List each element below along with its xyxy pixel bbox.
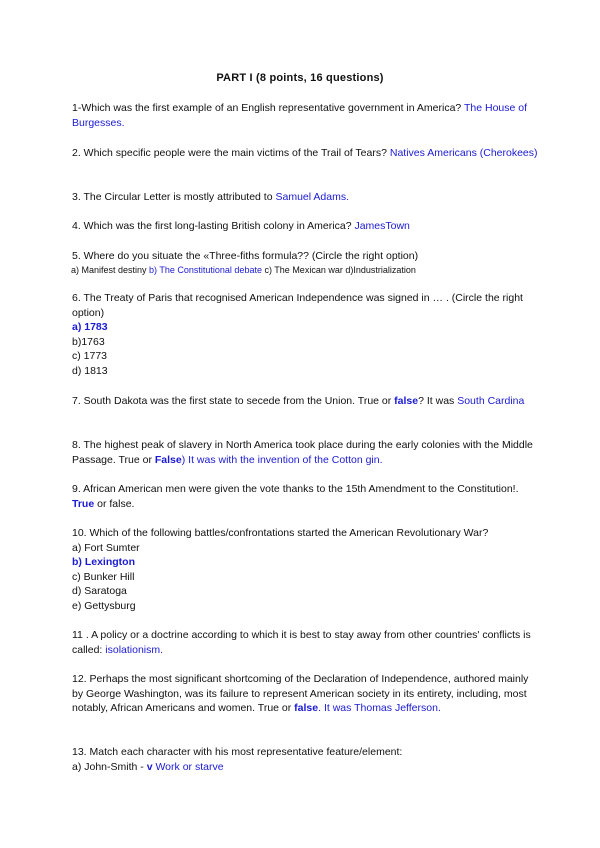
option-c: c) Bunker Hill: [72, 570, 135, 583]
answer-text: False: [154, 453, 182, 466]
question-text: 10. Which of the following battles/confrontations started the American Revolutionary War?: [72, 527, 489, 539]
option-a-selected: a) 1783: [72, 321, 108, 333]
option-a: a) Manifest destiny: [71, 264, 150, 275]
option-b-selected: b) Lexington: [72, 556, 135, 568]
question-text: 12. Perhaps the most significant shortcoming of the Declaration of Independence, authored mainly by George Washington, was its failure to represent American society in its entirety, including, most notably, African Americans and women. True or: [72, 673, 529, 714]
option-d: d) 1813: [72, 364, 108, 377]
question-11: [72, 628, 542, 657]
option-b-selected: b) The Constitutional debate: [149, 264, 262, 275]
option-b: b)1763: [72, 335, 105, 348]
question-text: 3. The Circular Letter is mostly attributed to: [72, 191, 276, 203]
answer-text: True: [72, 497, 95, 510]
question-2: [72, 146, 542, 161]
question-4: [72, 219, 542, 234]
answer-note-prefix: ? It was: [418, 395, 458, 407]
match-item-a: [72, 760, 542, 775]
question-5: [72, 249, 542, 276]
question-1: [72, 101, 542, 130]
question-3: [72, 190, 542, 205]
answer-note: South Cardina: [457, 395, 525, 407]
answer-text: isolationism.: [105, 643, 164, 656]
question-text: 6. The Treaty of Paris that recognised American Independence was signed in … . (Circle the right option): [72, 292, 523, 319]
question-13: [72, 745, 542, 774]
question-8: [72, 438, 542, 467]
question-text: 2. Which specific people were the main victims of the Trail of Tears?: [72, 147, 390, 159]
question-10: [72, 526, 542, 613]
check-mark: v: [146, 760, 153, 773]
question-text: 7. South Dakota was the first state to secede from the Union. True or: [72, 395, 395, 407]
answer-text: false: [394, 395, 419, 407]
option-e: e) Gettysburg: [72, 599, 136, 612]
option-d: d) Saratoga: [72, 585, 127, 597]
question-text: 4. Which was the first long-lasting British colony in America?: [72, 220, 355, 232]
answer-text: Work or starve: [152, 760, 224, 773]
answer-text: JamesTown: [354, 220, 410, 232]
question-text: 1-Which was the first example of an English representative government in America?: [72, 102, 464, 114]
question-text: 8. The highest peak of slavery in North America took place during the early colonies with the Middle Passage. True or: [72, 439, 533, 466]
answer-text: false: [294, 702, 319, 714]
question-6: [72, 291, 542, 378]
option-a: a) Fort Sumter: [72, 541, 140, 554]
match-item-label: a) John-Smith -: [72, 760, 147, 773]
options-line: [71, 264, 542, 276]
answer-text: Samuel Adams.: [275, 191, 350, 203]
question-text: 13. Match each character with his most representative feature/element:: [72, 746, 403, 758]
answer-note: ) It was with the invention of the Cotton gin.: [181, 453, 383, 466]
option-c: c) 1773: [72, 350, 108, 362]
answer-note: . It was Thomas Jefferson.: [318, 702, 441, 714]
question-text: 9. African American men were given the vote thanks to the 15th Amendment to the Constitution!.: [72, 483, 519, 495]
option-c-d: c) The Mexican war d)Industrialization: [261, 264, 416, 275]
answer-text: Natives Americans (Cherokees): [389, 147, 538, 159]
question-12: [72, 672, 542, 716]
question-text: 5. Where do you situate the «Three-fiths formula?? (Circle the right option): [72, 250, 419, 262]
question-7: [72, 394, 542, 409]
question-9: [72, 482, 542, 511]
question-suffix: or false.: [94, 497, 135, 510]
question-text: 11 . A policy or a doctrine according to which it is best to stay away from other countries' conflicts is called:: [72, 629, 531, 656]
section-title: PART I (8 points, 16 questions): [216, 72, 384, 84]
answer-text: The House of Burgesses.: [72, 102, 528, 129]
